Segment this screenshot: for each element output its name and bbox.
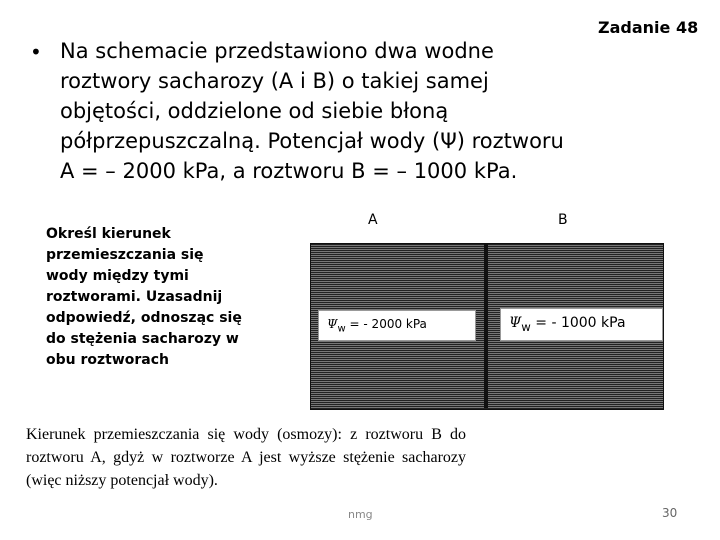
psi-subscript: w bbox=[337, 323, 346, 335]
psi-subscript: w bbox=[521, 319, 531, 334]
bullet-dot: • bbox=[30, 40, 42, 64]
footer-text: nmg bbox=[348, 508, 373, 521]
task-instructions: Określ kierunek przemieszczania się wody między tymi roztworami. Uzasadnij odpowiedź, odnosząc się do stężenia sacharozy w obu roztworach bbox=[46, 226, 242, 368]
water-potential-b-value: = - 1000 kPa bbox=[535, 315, 626, 331]
main-text: Na schemacie przedstawiono dwa wodne roztwory sacharozy (A i B) o takiej samej objętości, oddzielone od siebie błoną półprzepuszczalną. Potencjał wody (Ψ) roztworu A = – 2000 kPa, a roztworu B = – 1000 kPa. bbox=[60, 39, 564, 183]
answer-text: Kierunek przemieszczania się wody (osmozy): z roztworu B do roztworu A, gdyż w roztworze A jest wyższe stężenie sacharozy (więc niższy potencjał wody). bbox=[26, 426, 466, 489]
page-number: 30 bbox=[662, 506, 678, 520]
psi-symbol: Ψ bbox=[327, 317, 338, 331]
water-potential-b bbox=[500, 308, 663, 341]
solution-b-label: B bbox=[558, 212, 568, 228]
psi-symbol: Ψ bbox=[509, 315, 522, 331]
water-potential-a bbox=[318, 310, 476, 341]
water-potential-a-value: = - 2000 kPa bbox=[349, 317, 427, 331]
solution-a-label: A bbox=[368, 212, 378, 228]
semipermeable-membrane bbox=[484, 243, 488, 408]
task-title: Zadanie 48 bbox=[598, 18, 699, 37]
